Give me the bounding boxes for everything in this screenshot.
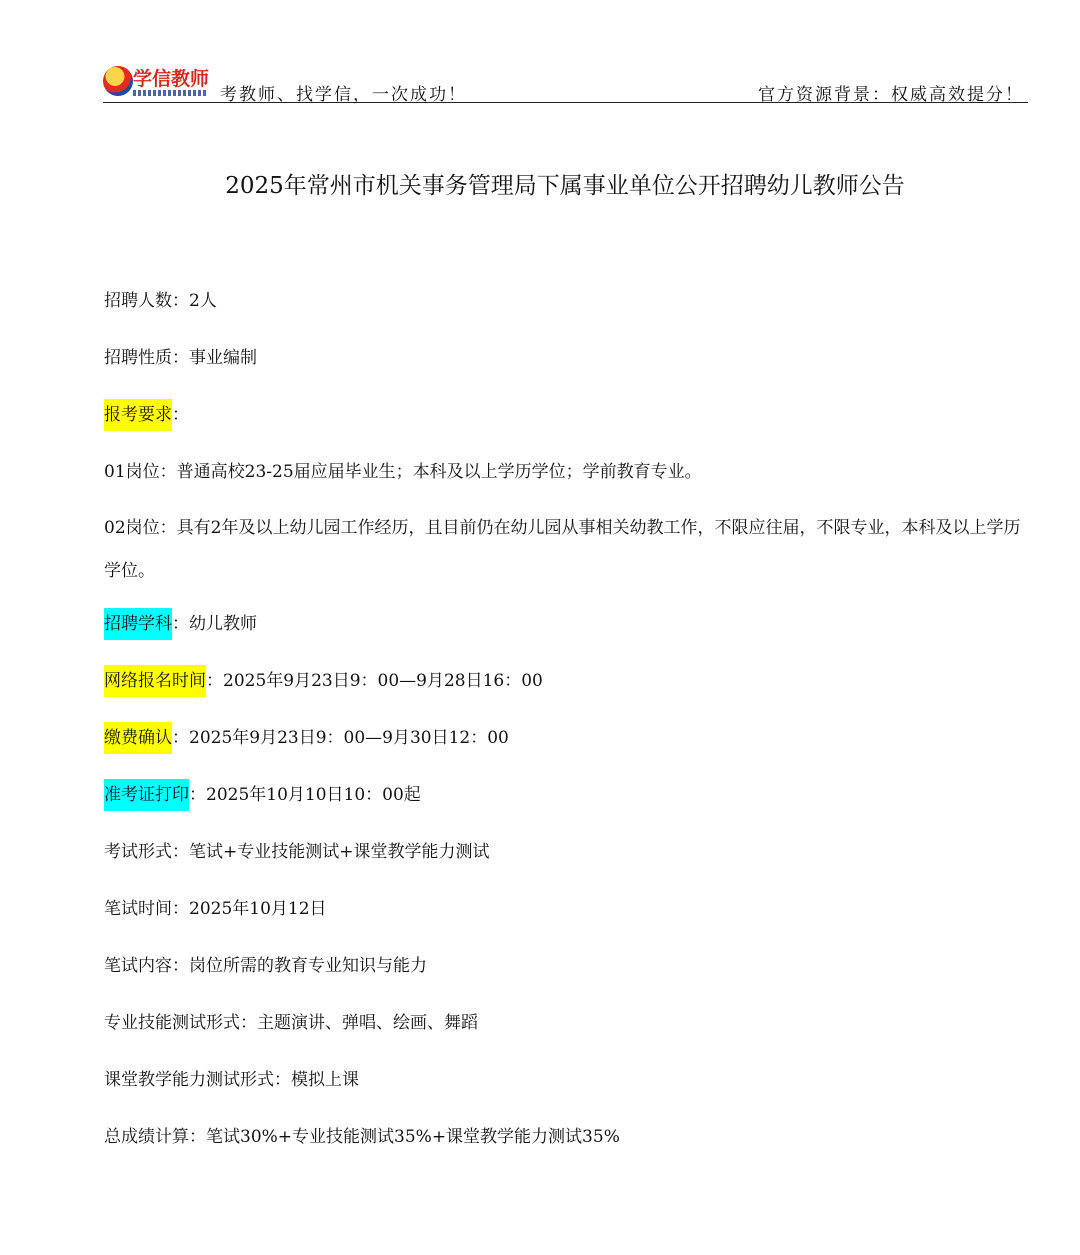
- requirements-suffix: ：: [172, 405, 189, 425]
- requirements-label: 报考要求: [104, 399, 172, 431]
- online-reg-label: 网络报名时间: [104, 665, 206, 697]
- fee-confirmation: [104, 720, 1034, 777]
- online-reg-value: ：2025年9月23日9：00—9月28日16：00: [206, 671, 543, 691]
- recruit-nature-value: 事业编制: [189, 348, 257, 368]
- recruit-subject: [104, 606, 1034, 663]
- subject-value: ：幼儿教师: [172, 614, 257, 634]
- page-header: [103, 64, 1028, 103]
- requirements-heading: [104, 397, 1034, 454]
- logo-emblem-icon: [103, 66, 133, 96]
- logo-subtitle-decoration: [133, 90, 207, 96]
- logo-text: 学信教师: [133, 68, 210, 90]
- subject-label: 招聘学科: [104, 608, 172, 640]
- page-title: 2025年常州市机关事务管理局下属事业单位公开招聘幼儿教师公告: [225, 173, 905, 199]
- recruit-nature-label: 招聘性质：: [104, 348, 189, 368]
- recruit-count-label: 招聘人数：: [104, 291, 189, 311]
- recruit-nature: [104, 340, 1034, 397]
- skill-test-form: 专业技能测试形式：主题演讲、弹唱、绘画、舞蹈: [104, 1013, 478, 1033]
- online-registration: [104, 663, 1034, 720]
- slogan-left: 考教师、找学信，一次成功！: [220, 85, 467, 105]
- total-score-calculation: 总成绩计算：笔试30%+专业技能测试35%+课堂教学能力测试35%: [104, 1127, 620, 1147]
- fee-label: 缴费确认: [104, 722, 172, 754]
- admission-label: 准考证打印: [104, 779, 189, 811]
- admission-value: ：2025年10月10日10：00起: [189, 785, 421, 805]
- exam-form: 考试形式：笔试+专业技能测试+课堂教学能力测试: [104, 842, 490, 862]
- slogan-right: 官方资源背景：权威高效提分！: [758, 85, 1024, 105]
- fee-value: ：2025年9月23日9：00—9月30日12：00: [172, 728, 509, 748]
- written-exam-time: 笔试时间：2025年10月12日: [104, 899, 327, 919]
- recruit-count: [104, 283, 1034, 340]
- recruit-count-value: 2人: [189, 291, 217, 311]
- admission-ticket: [104, 777, 1034, 834]
- written-exam-content: 笔试内容：岗位所需的教育专业知识与能力: [104, 956, 427, 976]
- post-01-requirement: 01岗位：普通高校23-25届应届毕业生；本科及以上学历学位；学前教育专业。: [104, 462, 702, 482]
- teaching-test-form: 课堂教学能力测试形式：模拟上课: [104, 1070, 359, 1090]
- post-02-requirement: 02岗位：具有2年及以上幼儿园工作经历，且目前仍在幼儿园从事相关幼教工作，不限应往届，不限专业，本科及以上学历学位。: [104, 518, 1021, 581]
- logo: [103, 66, 209, 100]
- announcement-body: [104, 283, 1034, 1176]
